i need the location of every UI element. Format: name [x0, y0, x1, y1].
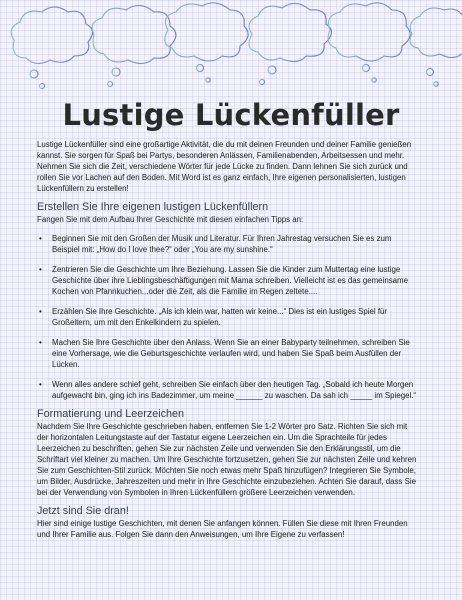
thought-bubble-dot: [434, 82, 438, 86]
thought-bubble-dot: [268, 66, 276, 74]
list-item: • Beginnen Sie mit den Großen der Musik und Literatur. Für Ihren Jahrestag versuchen Sie es zum Beispiel mit: „How do I love thee?“ oder „You are my sunshine.“: [52, 233, 419, 255]
thought-bubble-dot: [260, 80, 265, 85]
thought-bubble-dot: [363, 65, 370, 72]
list-item: • Zentrieren Sie die Geschichte um Ihre Beziehung. Lassen Sie die Kinder zum Muttertag eine lustige Geschichte über ihre Lieblingsbeschäftigungen mit Mama schreiben. Vielleicht ist es das gemeinsame Kochen von Pfannkuchen...oder die Zeit, als die Familie im Regen zeltete....: [52, 264, 419, 297]
thought-bubble-dot: [40, 84, 45, 89]
thought-cloud-4: [249, 3, 331, 61]
thought-cloud-6: [410, 8, 462, 58]
thought-cloud-5: [328, 3, 410, 61]
thought-bubble-dot: [372, 78, 376, 82]
intro-paragraph: Lustige Lückenfüller sind eine großartige Aktivität, die du mit deinen Freunden und deiner Familie genießen kannst. Sie sorgen für Spaß bei Partys, besonderen Anlässen, Familienabenden, Arbeitsessen und mehr. Nehmen Sie sich die Zeit, verschiedene Wörter für jede Lücke zu finden. Dann lehnen Sie sich zurück und rollen Sie vor Lachen auf den Boden. Mit Word ist es ganz einfach, Ihre eigenen personalisierten, lustigen Lückenfüllern zu erstellen!: [37, 140, 412, 193]
thought-bubble-dot: [112, 68, 120, 76]
thought-bubble-dot: [206, 78, 210, 82]
thought-cloud-2: [92, 5, 176, 63]
thought-cloud-1: [11, 7, 92, 64]
list-item: • Erzählen Sie Ihre Geschichte. „Als ich klein war, hatten wir keine...“ Dies ist ein lustiges Spiel für Großeltern, um mit den Enkelkindern zu spielen.: [52, 306, 419, 328]
page-title: Lustige Lückenfüller: [62, 98, 400, 132]
thought-bubble-dot: [197, 65, 204, 72]
thought-bubble-dot: [30, 70, 38, 78]
section-lead-create: Fangen Sie mit dem Aufbau Ihrer Geschichte mit diesen einfachen Tipps an:: [37, 215, 304, 224]
section-heading-your-turn: Jetzt sind Sie dran!: [37, 505, 129, 517]
thought-bubble-dot: [108, 82, 113, 87]
section-body-your-turn: Hier sind einige lustige Geschichten, mit denen Sie anfangen können. Füllen Sie diese mit Ihren Freunden und Ihrer Familie aus. Folgen Sie dann den Anweisungen, um Ihre Eigene zu verfassen!: [37, 519, 408, 539]
thought-cloud-3: [165, 3, 248, 61]
document-body: [37, 139, 419, 540]
thought-bubble-dot: [427, 69, 434, 76]
section-body-formatting: Nachdem Sie Ihre Geschichte geschrieben haben, entfernen Sie 1-2 Wörter pro Satz. Richten Sie sich mit der horizontalen Leitungstaste auf der Tastatur eigene Leerzeichen ein. Um die Sprachteile für jedes Leerzeichen zu beschriften, gehen Sie zur nächsten Zeile und verwenden Sie den Erklärungsstil, um die Schriftart viel kleiner zu machen. Um Ihre Geschichte fortzusetzen, gehen Sie zur nächsten Zeile und kehren Sie zum Geschichten-Stil zurück. Möchten Sie noch etwas mehr Spaß hinzufügen? Integrieren Sie Symbole, um Bilder, Ausdrücke, Jahreszeiten und mehr in Ihre Geschichte einzubeziehen. Achten Sie darauf, dass Sie bei der Verwendung von Symbolen in Ihren Lückenfüllern größere Leerzeichen verwenden.: [37, 422, 417, 497]
thought-clouds-decoration: [0, 0, 462, 110]
section-heading-create: Erstellen Sie Ihre eigenen lustigen Lückenfüllern: [37, 201, 269, 213]
list-item: • Machen Sie Ihre Geschichte über den Anlass. Wenn Sie an einer Babyparty teilnehmen, schreiben Sie eine Vorhersage, wie die Geburtsgeschichte verlaufen wird, und haben Sie Spaß beim Ausfüllen der Lücken.: [52, 337, 419, 370]
section-heading-formatting: Formatierung und Leerzeichen: [37, 408, 185, 420]
tips-list: [37, 233, 419, 401]
list-item: • Wenn alles andere schief geht, schreiben Sie einfach über den heutigen Tag. „Sobald ich heute Morgen aufgewacht bin, ging ich ins Badezimmer, um meine ______ zu waschen. Da sah ich _____ im Spiegel.“: [52, 379, 419, 401]
